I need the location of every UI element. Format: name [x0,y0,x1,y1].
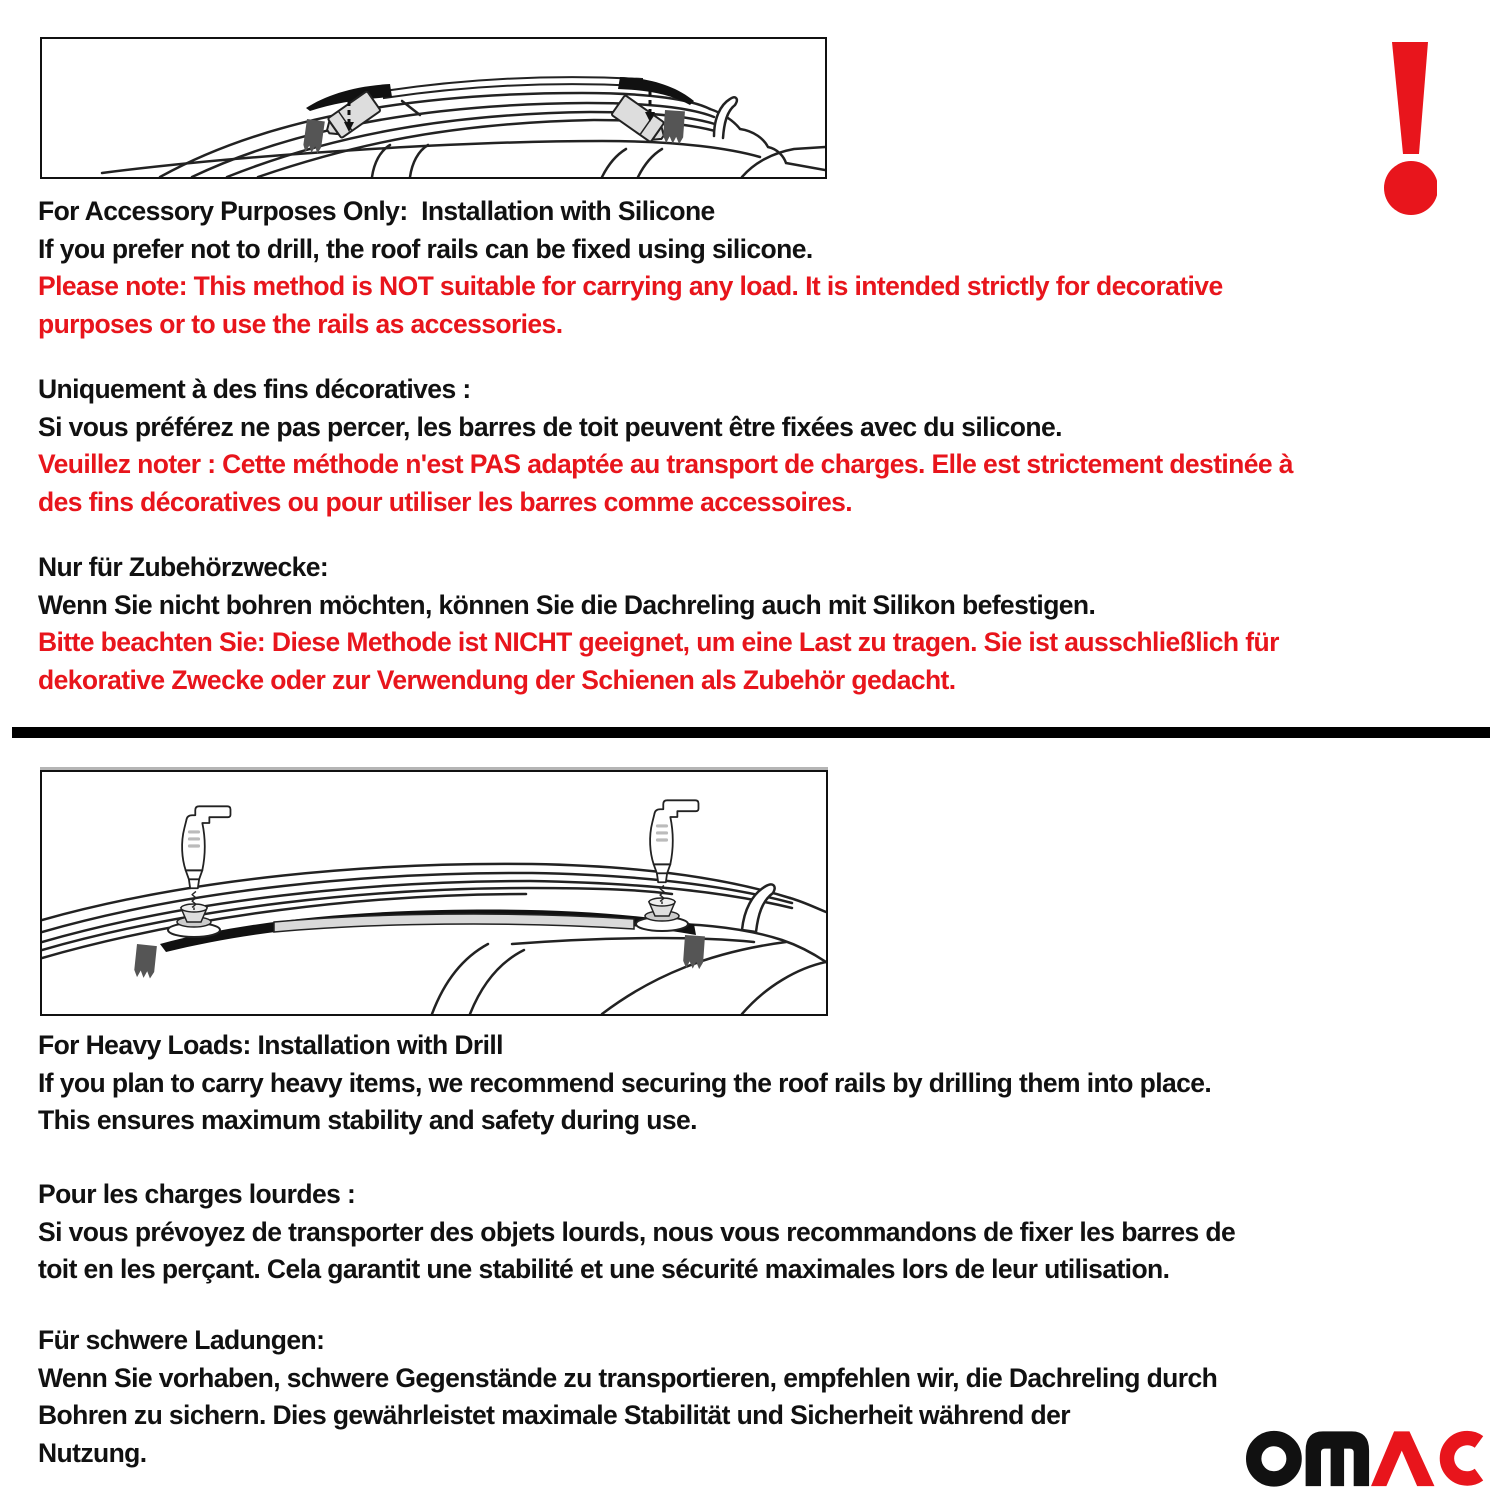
omac-logo [1246,1414,1496,1491]
silicone-en-heading: For Accessory Purposes Only: Installation with Silicone [38,196,715,226]
silicone-text-fr [38,371,1293,521]
omac-logo-om [1254,1431,1369,1486]
silicone-de-note-1: Bitte beachten Sie: Diese Methode ist NICHT geeignet, um eine Last zu tragen. Sie ist ausschließlich für [38,627,1279,657]
silicone-fr-note-2: des fins décoratives ou pour utiliser les barres comme accessoires. [38,486,853,517]
omac-logo-ac [1371,1431,1479,1486]
adhesive-patch-left [302,119,324,154]
silicone-fr-body: Si vous préférez ne pas percer, les barres de toit peuvent être fixées avec du silicone. [38,411,1062,442]
drill-en-body-1: If you plan to carry heavy items, we recommend securing the roof rails by drilling them into place. [38,1067,1212,1098]
silicone-illustration-box [40,37,827,179]
adhesive-patch-right [683,935,705,969]
drill-de-body-3: Nutzung. [38,1437,147,1468]
silicone-tube-right [611,95,670,146]
adhesive-patch-right [663,110,685,144]
drill-de-body-1: Wenn Sie vorhaben, schwere Gegenstände zu transportieren, empfehlen wir, die Dachreling durch [38,1362,1218,1393]
drill-illustration-box [40,770,828,1016]
drill-de-body-2: Bohren zu sichern. Dies gewährleistet maximale Stabilität und Sicherheit während der [38,1400,1070,1430]
silicone-fr-note-1: Veuillez noter : Cette méthode n'est PAS adaptée au transport de charges. Elle est strictement destinée à [38,449,1293,479]
warning-exclamation-icon [1383,42,1437,217]
drill-de-heading: Für schwere Ladungen: [38,1325,325,1355]
silicone-text-de [38,549,1279,699]
section-divider [12,727,1490,738]
adhesive-patch-left [134,944,157,979]
silicone-de-heading: Nur für Zubehörzwecke: [38,552,329,582]
silicone-de-note-2: dekorative Zwecke oder zur Verwendung der Schienen als Zubehör gedacht. [38,664,956,695]
silicone-en-body: If you prefer not to drill, the roof rails can be fixed using silicone. [38,233,813,264]
car-roof-drill-drawing [42,772,826,1014]
silicone-de-body: Wenn Sie nicht bohren möchten, können Sie die Dachreling auch mit Silikon befestigen. [38,589,1096,620]
drill-en-heading: For Heavy Loads: Installation with Drill [38,1030,503,1060]
drill-text-de [38,1322,1217,1472]
drill-text-fr [38,1176,1235,1289]
drill-fr-heading: Pour les charges lourdes : [38,1179,356,1209]
car-roof-silicone-drawing [42,39,825,177]
drill-text-en [38,1027,1211,1140]
silicone-fr-heading: Uniquement à des fins décoratives : [38,374,471,404]
silicone-en-note-2: purposes or to use the rails as accessories. [38,308,563,339]
drill-en-body-2: This ensures maximum stability and safety during use. [38,1105,697,1135]
silicone-en-note-1: Please note: This method is NOT suitable for carrying any load. It is intended strictly for decorative [38,271,1223,301]
drill-fr-body-2: toit en les perçant. Cela garantit une stabilité et une sécurité maximales lors de leur utilisation. [38,1254,1170,1284]
drill-fr-body-1: Si vous prévoyez de transporter des objets lourds, nous vous recommandons de fixer les barres de [38,1216,1236,1247]
silicone-text-en [38,193,1223,343]
